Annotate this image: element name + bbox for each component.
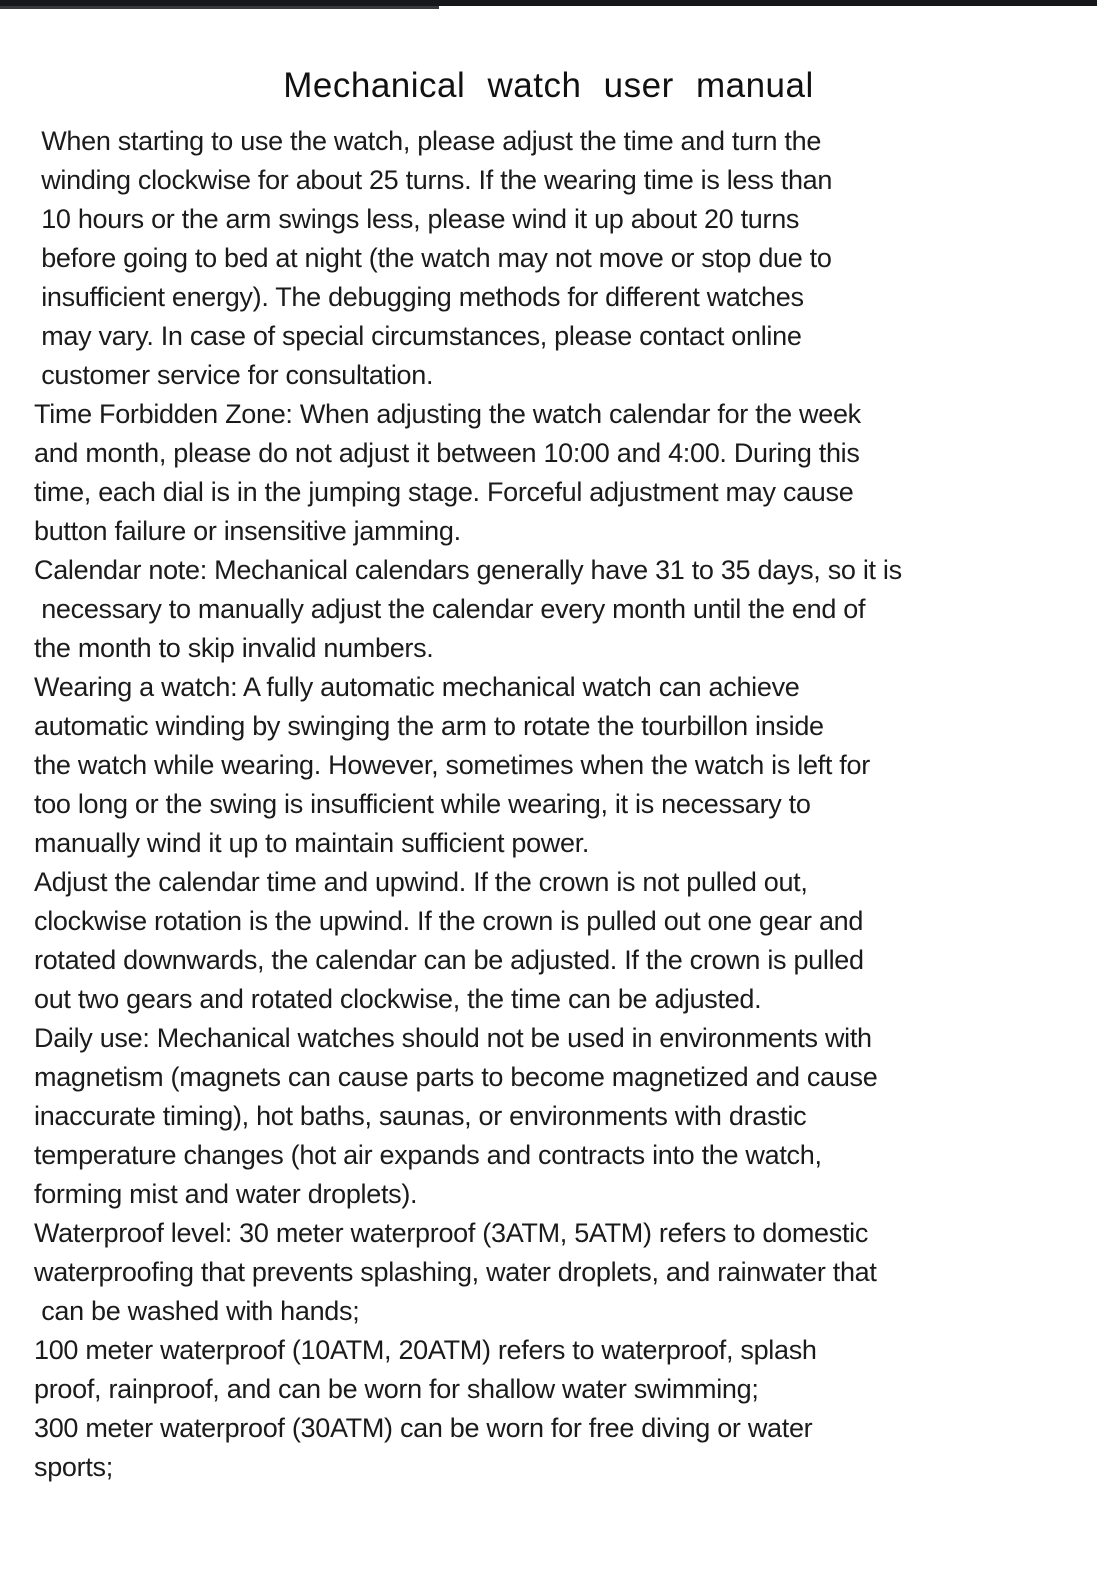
text-line: manually wind it up to maintain sufficient power. [34, 828, 590, 858]
text-line: automatic winding by swinging the arm to rotate the tourbillon inside [34, 711, 824, 741]
text-line: magnetism (magnets can cause parts to become magnetized and cause [34, 1062, 878, 1092]
text-line: the month to skip invalid numbers. [34, 633, 434, 663]
text-line: can be washed with hands; [34, 1296, 360, 1326]
text-line: time, each dial is in the jumping stage. Forceful adjustment may cause [34, 477, 854, 507]
text-line: 300 meter waterproof (30ATM) can be worn for free diving or water [34, 1413, 813, 1443]
text-line: Time Forbidden Zone: When adjusting the watch calendar for the week [34, 399, 861, 429]
text-line: 10 hours or the arm swings less, please wind it up about 20 turns [34, 204, 800, 234]
paragraph-intro-winding [34, 122, 1071, 395]
text-line: Daily use: Mechanical watches should not be used in environments with [34, 1023, 872, 1053]
text-line: 100 meter waterproof (10ATM, 20ATM) refers to waterproof, splash [34, 1335, 817, 1365]
paragraph-daily-use [34, 1019, 1071, 1214]
paragraph-calendar-note [34, 551, 1071, 668]
text-line: winding clockwise for about 25 turns. If the wearing time is less than [34, 165, 833, 195]
text-line: out two gears and rotated clockwise, the time can be adjusted. [34, 984, 762, 1014]
text-line: waterproofing that prevents splashing, water droplets, and rainwater that [34, 1257, 877, 1287]
paragraph-time-forbidden-zone [34, 395, 1071, 551]
text-line: inaccurate timing), hot baths, saunas, or environments with drastic [34, 1101, 807, 1131]
text-line: button failure or insensitive jamming. [34, 516, 461, 546]
text-line: and month, please do not adjust it between 10:00 and 4:00. During this [34, 438, 860, 468]
text-line: before going to bed at night (the watch may not move or stop due to [34, 243, 832, 273]
text-line: Waterproof level: 30 meter waterproof (3ATM, 5ATM) refers to domestic [34, 1218, 869, 1248]
text-line: Adjust the calendar time and upwind. If the crown is not pulled out, [34, 867, 808, 897]
text-line: When starting to use the watch, please adjust the time and turn the [34, 126, 822, 156]
text-line: may vary. In case of special circumstances, please contact online [34, 321, 802, 351]
text-line: sports; [34, 1452, 113, 1482]
text-line: necessary to manually adjust the calendar every month until the end of [34, 594, 866, 624]
manual-body [0, 122, 1097, 1487]
text-line: customer service for consultation. [34, 360, 434, 390]
text-line: proof, rainproof, and can be worn for shallow water swimming; [34, 1374, 759, 1404]
text-line: forming mist and water droplets). [34, 1179, 418, 1209]
top-edge-bar [0, 0, 1097, 6]
text-line: too long or the swing is insufficient while wearing, it is necessary to [34, 789, 811, 819]
text-line: Wearing a watch: A fully automatic mechanical watch can achieve [34, 672, 800, 702]
paragraph-waterproof-300m [34, 1409, 1071, 1487]
text-line: Calendar note: Mechanical calendars generally have 31 to 35 days, so it is [34, 555, 902, 585]
paragraph-waterproof-100m [34, 1331, 1071, 1409]
paragraph-waterproof-level-30m [34, 1214, 1071, 1331]
paragraph-adjust-calendar-time-upwind [34, 863, 1071, 1019]
text-line: the watch while wearing. However, sometimes when the watch is left for [34, 750, 870, 780]
text-line: rotated downwards, the calendar can be adjusted. If the crown is pulled [34, 945, 864, 975]
page-title: Mechanical watch user manual [283, 66, 814, 105]
text-line: insufficient energy). The debugging methods for different watches [34, 282, 804, 312]
text-line: clockwise rotation is the upwind. If the crown is pulled out one gear and [34, 906, 864, 936]
paragraph-wearing-a-watch [34, 668, 1071, 863]
text-line: temperature changes (hot air expands and contracts into the watch, [34, 1140, 822, 1170]
